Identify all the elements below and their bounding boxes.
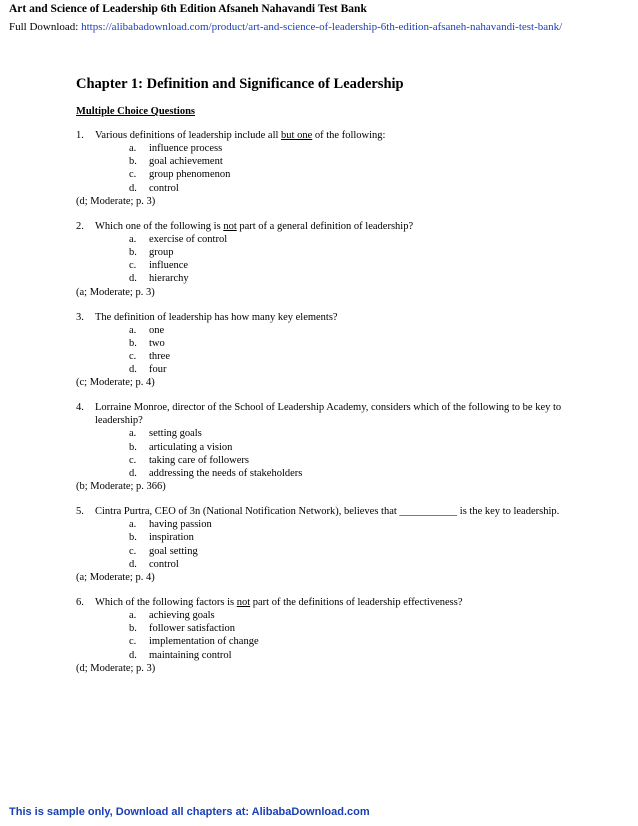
option-text: implementation of change	[149, 636, 259, 648]
option-text: hierarchy	[149, 273, 189, 285]
option-letter: d.	[129, 649, 137, 661]
question-number: 6.	[76, 597, 84, 609]
question-text: The definition of leadership has how many key elements?	[95, 311, 338, 323]
question-text: Which one of the following is not part of a general definition of leadership?	[95, 220, 414, 232]
option-text: control	[149, 558, 179, 570]
option-list	[73, 518, 573, 571]
option-letter: b.	[129, 156, 137, 168]
option-item	[73, 467, 573, 480]
option-letter: b.	[129, 441, 137, 453]
question-stem	[73, 129, 573, 142]
option-item	[73, 649, 573, 662]
option-letter: b.	[129, 532, 137, 544]
page-content	[73, 76, 573, 687]
option-letter: a.	[129, 324, 137, 336]
option-text: having passion	[149, 519, 212, 531]
option-item	[73, 272, 573, 285]
option-item	[73, 622, 573, 635]
question-stem	[73, 220, 573, 233]
question-stem	[73, 401, 573, 427]
question-text: Lorraine Monroe, director of the School of Leadership Academy, considers which of the following to be key to leadership?	[95, 402, 562, 427]
question-text: Various definitions of leadership include all but one of the following:	[95, 130, 386, 141]
question-text: Cintra Purtra, CEO of 3n (National Notification Network), believes that ___________ is the key to leadership.	[95, 506, 560, 518]
option-text: goal achievement	[149, 156, 223, 168]
option-item	[73, 168, 573, 181]
option-text: taking care of followers	[149, 454, 250, 466]
option-text: addressing the needs of stakeholders	[149, 468, 303, 480]
question-number: 5.	[76, 506, 84, 518]
section-title: Multiple Choice Questions	[76, 106, 196, 117]
option-text: inspiration	[149, 532, 194, 544]
option-item	[73, 246, 573, 259]
option-item	[73, 427, 573, 440]
answer-key: (c; Moderate; p. 4)	[76, 377, 155, 389]
option-letter: d.	[129, 468, 137, 480]
option-letter: a.	[129, 233, 137, 245]
option-text: influence process	[149, 143, 223, 154]
option-text: exercise of control	[149, 233, 228, 245]
option-list	[73, 609, 573, 662]
option-letter: b.	[129, 623, 137, 635]
option-text: achieving goals	[149, 610, 215, 622]
question-2	[73, 220, 573, 299]
option-text: four	[149, 364, 167, 376]
option-letter: b.	[129, 247, 137, 259]
option-list	[73, 427, 573, 480]
question-text: Which of the following factors is not part of the definitions of leadership effectiveness?	[95, 597, 463, 609]
option-item	[73, 259, 573, 272]
option-text: maintaining control	[149, 649, 232, 661]
option-list	[73, 233, 573, 286]
option-list	[73, 142, 573, 195]
option-letter: d.	[129, 558, 137, 570]
emphasis: not	[236, 597, 251, 609]
option-item	[73, 324, 573, 337]
chapter-title: Chapter 1: Definition and Significance of Leadership	[76, 76, 404, 92]
option-text: three	[149, 351, 170, 363]
option-item	[73, 350, 573, 363]
answer-key: (d; Moderate; p. 3)	[76, 662, 156, 674]
option-text: control	[149, 182, 179, 194]
full-download-line	[9, 21, 562, 33]
option-letter: a.	[129, 519, 137, 531]
option-letter: c.	[129, 169, 137, 181]
emphasis: not	[223, 220, 237, 232]
option-item	[73, 531, 573, 544]
question-number: 2.	[76, 220, 84, 232]
option-item	[73, 454, 573, 467]
option-list	[73, 324, 573, 377]
option-letter: a.	[129, 428, 137, 440]
option-text: setting goals	[149, 428, 202, 440]
option-letter: d.	[129, 364, 137, 376]
option-letter: c.	[129, 260, 137, 272]
question-3	[73, 311, 573, 390]
question-4	[73, 401, 573, 493]
question-stem	[73, 596, 573, 609]
option-item	[73, 635, 573, 648]
option-letter: b.	[129, 337, 137, 349]
option-text: group	[149, 247, 174, 259]
option-text: influence	[149, 260, 189, 272]
option-item	[73, 518, 573, 531]
answer-key: (a; Moderate; p. 3)	[76, 286, 155, 298]
option-text: group phenomenon	[149, 169, 231, 181]
option-text: articulating a vision	[149, 441, 233, 453]
question-number: 3.	[76, 311, 84, 323]
option-letter: c.	[129, 636, 137, 648]
question-number: 4.	[76, 402, 84, 414]
option-item	[73, 609, 573, 622]
question-number: 1.	[76, 130, 84, 141]
option-text: two	[149, 337, 165, 349]
option-letter: d.	[129, 182, 137, 194]
option-item	[73, 233, 573, 246]
option-text: follower satisfaction	[149, 623, 236, 635]
footer-notice[interactable]: This is sample only, Download all chapters at: AlibabaDownload.com	[9, 806, 370, 818]
option-letter: a.	[129, 143, 137, 154]
question-stem	[73, 311, 573, 324]
option-item	[73, 558, 573, 571]
question-stem	[73, 505, 573, 518]
option-item	[73, 545, 573, 558]
option-item	[73, 441, 573, 454]
option-item	[73, 363, 573, 376]
answer-key: (b; Moderate; p. 366)	[76, 481, 166, 493]
answer-key: (a; Moderate; p. 4)	[76, 572, 155, 584]
option-letter: a.	[129, 610, 137, 622]
option-letter: c.	[129, 454, 137, 466]
answer-key: (d; Moderate; p. 3)	[76, 195, 156, 207]
option-text: one	[149, 324, 165, 336]
option-letter: c.	[129, 545, 137, 557]
question-5	[73, 505, 573, 584]
option-letter: d.	[129, 273, 137, 285]
option-item	[73, 337, 573, 350]
full-download-label: Full Download:	[9, 21, 79, 33]
emphasis: but one	[281, 130, 313, 141]
option-letter: c.	[129, 351, 137, 363]
question-1	[73, 129, 573, 208]
option-item	[73, 182, 573, 195]
document-header-title: Art and Science of Leadership 6th Edition Afsaneh Nahavandi Test Bank	[9, 3, 367, 15]
question-6	[73, 596, 573, 675]
option-item	[73, 142, 573, 155]
full-download-link[interactable]: https://alibabadownload.com/product/art-and-science-of-leadership-6th-edition-afsaneh-nahavandi-test-bank/	[81, 21, 563, 33]
option-text: goal setting	[149, 545, 198, 557]
option-item	[73, 155, 573, 168]
